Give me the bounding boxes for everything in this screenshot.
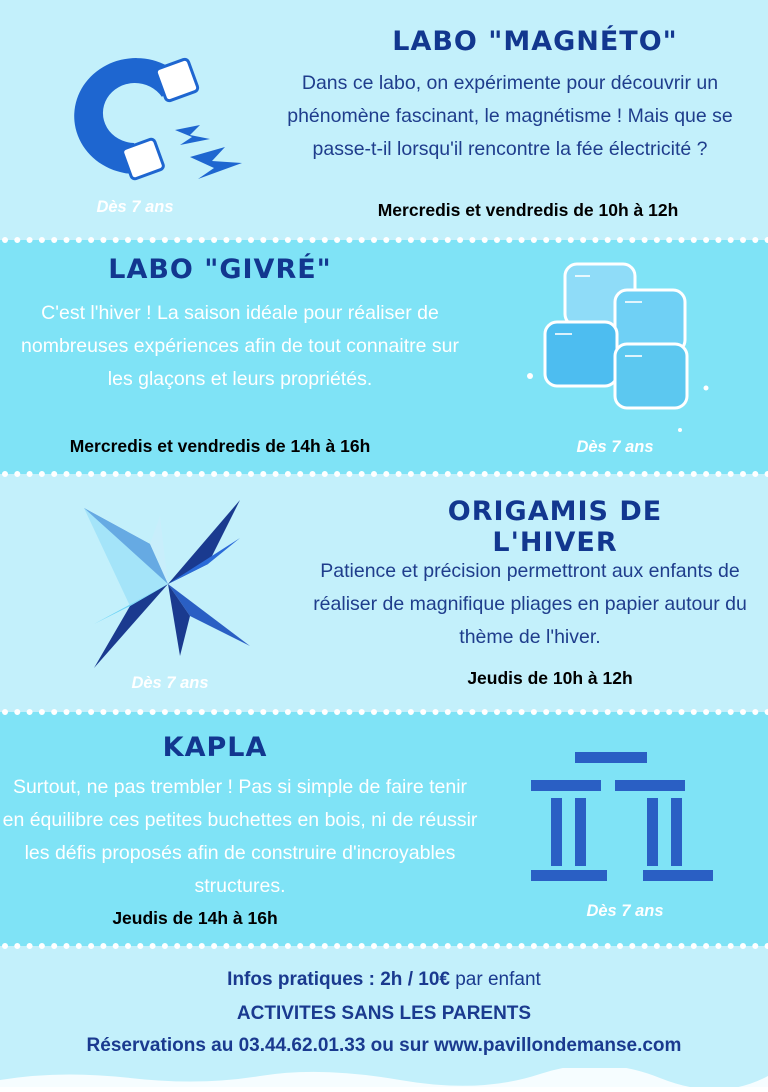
footer-price: Infos pratiques : 2h / 10€ [227, 969, 450, 990]
schedule-text: Jeudis de 14h à 16h [112, 908, 278, 928]
section-description: Patience et précision permettront aux enfants de réaliser de magnifique pliages en papier autour du thème de l'hiver. [313, 560, 747, 648]
section-description: C'est l'hiver ! La saison idéale pour réaliser de nombreuses expériences afin de tout connaitre sur les glaçons et leurs propriétés. [21, 302, 459, 390]
section-description: Surtout, ne pas trembler ! Pas si simple de faire tenir en équilibre ces petites buchettes en bois, ni de réussir les défis proposés afin de construire d'incroyables structures. [2, 776, 478, 897]
kapla-blocks-icon [525, 748, 725, 888]
schedule-text: Mercredis et vendredis de 10h à 12h [377, 200, 679, 220]
section-title: LABO "MAGNÉTO" [392, 26, 678, 57]
footer-per-child: par enfant [455, 969, 541, 990]
origami-star-icon [80, 496, 260, 674]
footer-no-parents: ACTIVITES SANS LES PARENTS [236, 1003, 532, 1024]
snow-ground [0, 1068, 768, 1087]
age-label: Dès 7 ans [576, 438, 654, 456]
age-label: Dès 7 ans [96, 198, 174, 216]
section-description: Dans ce labo, on expérimente pour découvrir un phénomène fascinant, le magnétisme ! Mais que se passe-t-il lorsqu'il rencontre la fée électricité ? [287, 72, 733, 160]
age-label: Dès 7 ans [131, 674, 209, 692]
dotted-divider [0, 708, 768, 716]
ice-cubes-icon [520, 252, 720, 432]
section-title: LABO "GIVRÉ" [108, 254, 332, 285]
dotted-divider [0, 236, 768, 244]
schedule-text: Jeudis de 10h à 12h [467, 668, 633, 688]
footer-reservations: Réservations au 03.44.62.01.33 ou sur www.pavillondemanse.com [86, 1035, 682, 1056]
magnet-icon [30, 35, 250, 195]
age-label: Dès 7 ans [586, 902, 664, 920]
dotted-divider [0, 942, 768, 950]
schedule-text: Mercredis et vendredis de 14h à 16h [69, 436, 371, 456]
section-title: ORIGAMIS DE L'HIVER [447, 496, 663, 558]
section-title: KAPLA [162, 732, 268, 763]
dotted-divider [0, 470, 768, 478]
footer-info-line [0, 969, 768, 991]
